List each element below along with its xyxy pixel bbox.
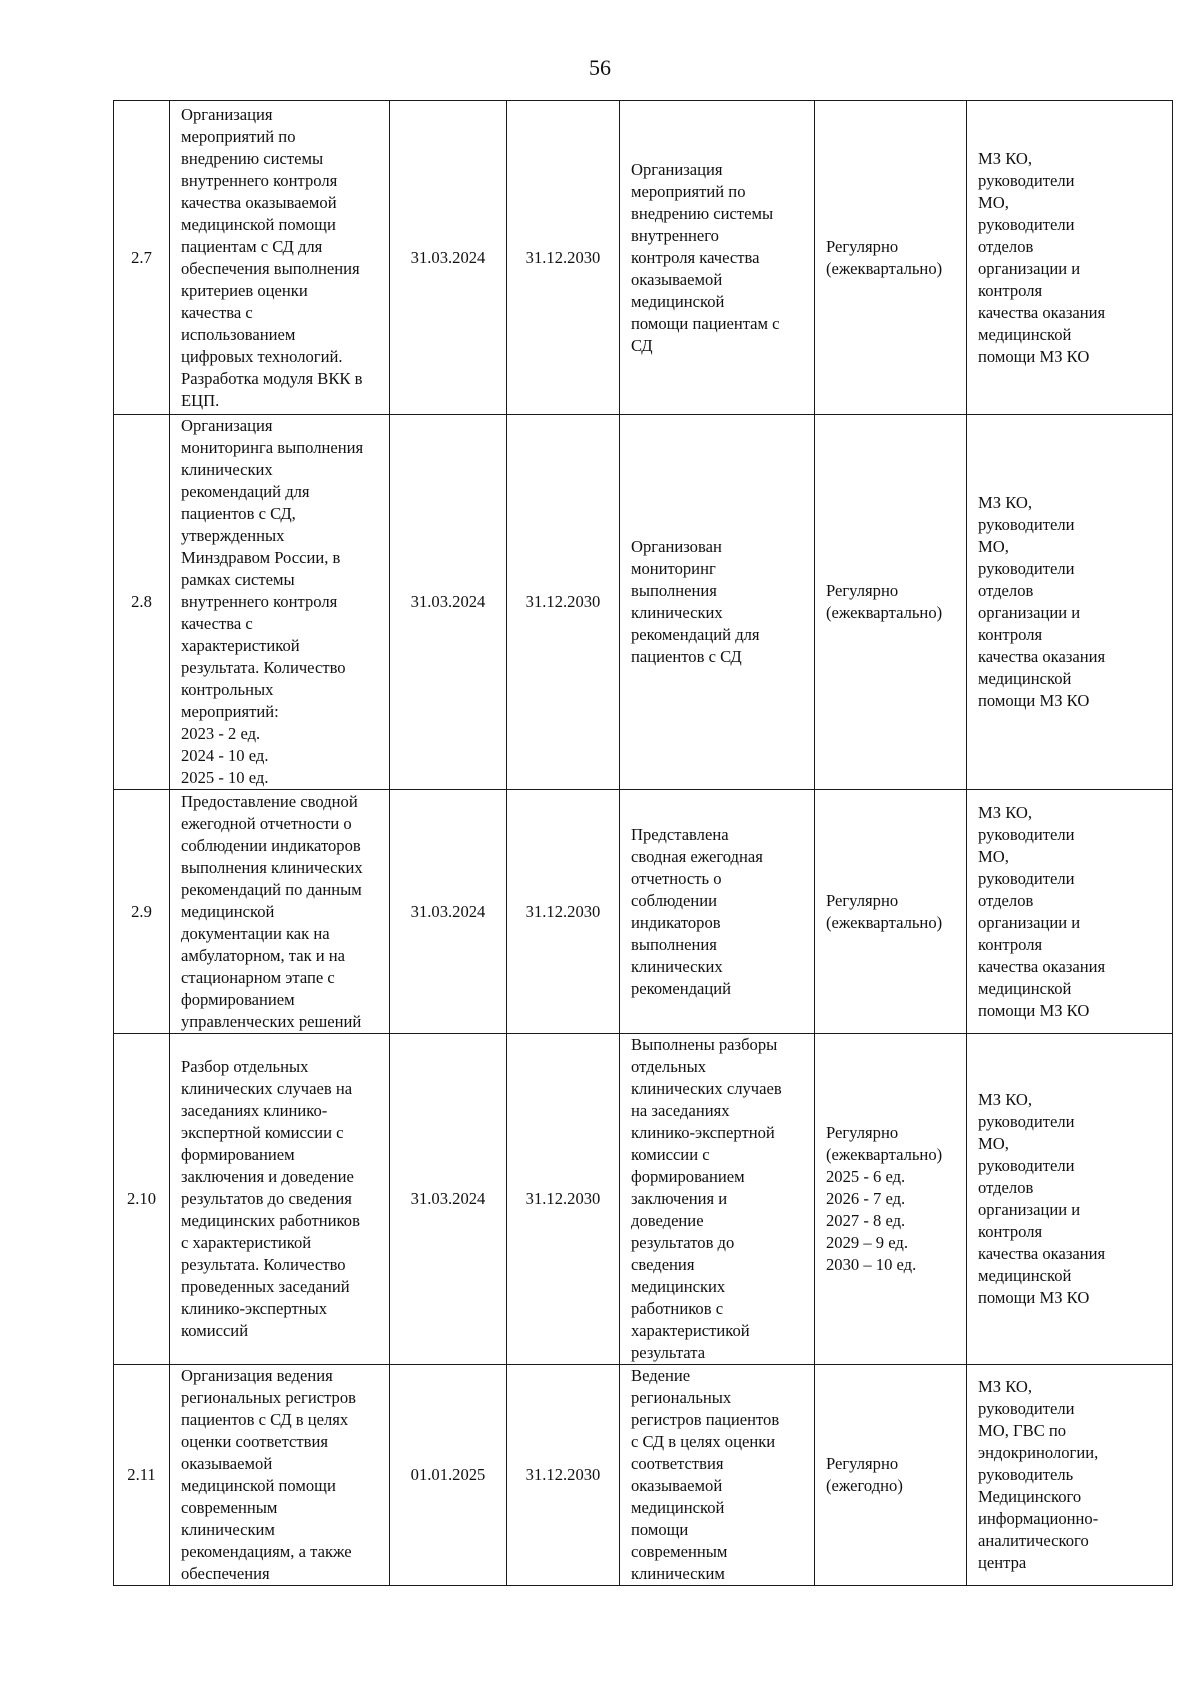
result-cell-line: мониторинг	[631, 559, 716, 578]
activity-cell-line: пациентов с СД,	[181, 504, 296, 523]
activity-cell-line: амбулаторном, так и на	[181, 945, 346, 965]
activity-cell-line: Организация	[181, 416, 273, 435]
activity-cell-line: 2024 - 10 ед.	[181, 746, 269, 765]
activity-cell-line: экспертной комиссии с	[181, 1123, 344, 1142]
result-cell-line: Ведение	[631, 1366, 691, 1385]
activity-cell-line: внутреннего контроля	[181, 170, 338, 190]
activity-cell-line: мероприятий:	[181, 702, 279, 721]
responsible-cell-line: эндокринологии,	[978, 1443, 1099, 1462]
activity-cell	[170, 790, 390, 1034]
frequency-cell-line: Регулярно	[826, 581, 899, 600]
result-cell-line: доведение	[631, 1211, 704, 1230]
item-number: 2.7	[114, 101, 170, 415]
result-cell-line: формированием	[631, 1167, 745, 1186]
responsible-cell	[967, 415, 1173, 790]
responsible-cell-line: руководители	[978, 1399, 1075, 1418]
responsible-cell-line: отделов	[978, 890, 1034, 910]
result-cell-line: рекомендаций	[631, 978, 732, 998]
activity-cell-line: заключения и доведение	[181, 1167, 354, 1186]
activity-cell	[170, 415, 390, 790]
responsible-cell-line: контроля	[978, 1222, 1043, 1241]
activity-cell-line: мониторинга выполнения	[181, 438, 364, 457]
activity-cell-line: комиссий	[181, 1321, 249, 1340]
activity-cell-line: Организация ведения	[181, 1366, 333, 1385]
result-cell-line: мероприятий по	[631, 181, 746, 201]
result-cell-line: сведения	[631, 1255, 695, 1274]
result-cell-line: оказываемой	[631, 1476, 723, 1495]
item-number: 2.10	[114, 1034, 170, 1365]
activity-cell-line: результата. Количество	[181, 658, 346, 677]
result-cell-line: работников с	[631, 1299, 724, 1318]
end-date: 31.12.2030	[507, 1034, 620, 1365]
activity-cell-line: медицинской помощи	[181, 1476, 336, 1495]
frequency-cell	[815, 790, 967, 1034]
end-date: 31.12.2030	[507, 415, 620, 790]
responsible-cell-line: отделов	[978, 236, 1034, 256]
result-cell-line: результата	[631, 1343, 706, 1362]
responsible-cell-line: руководители	[978, 515, 1075, 534]
table-row	[114, 101, 1173, 415]
activity-cell	[170, 101, 390, 415]
result-cell-line: внутреннего	[631, 225, 719, 245]
table-row	[114, 1365, 1173, 1586]
result-cell-line: с СД в целях оценки	[631, 1432, 776, 1451]
activity-cell-line: соблюдении индикаторов	[181, 835, 361, 855]
frequency-cell-line: Регулярно	[826, 890, 899, 910]
activity-cell-line: контрольных	[181, 680, 274, 699]
responsible-cell-line: руководители	[978, 868, 1075, 888]
result-cell-line: современным	[631, 1542, 728, 1561]
result-cell-line: медицинских	[631, 1277, 726, 1296]
start-date: 31.03.2024	[390, 415, 507, 790]
responsible-cell-line: МО,	[978, 192, 1009, 212]
result-cell-line: медицинской	[631, 1498, 725, 1517]
result-cell-line: отчетность о	[631, 868, 722, 888]
activity-cell-line: характеристикой	[181, 636, 300, 655]
responsible-cell-line: качества оказания	[978, 1244, 1106, 1263]
item-number: 2.9	[114, 790, 170, 1034]
result-cell-line: Организован	[631, 537, 722, 556]
result-cell-line: клинических случаев	[631, 1079, 782, 1098]
start-date: 31.03.2024	[390, 1034, 507, 1365]
responsible-cell-line: МО,	[978, 537, 1009, 556]
responsible-cell-line: контроля	[978, 934, 1043, 954]
activity-cell	[170, 1034, 390, 1365]
activity-cell-line: критериев оценки	[181, 280, 308, 300]
end-date: 31.12.2030	[507, 1365, 620, 1586]
result-cell-line: выполнения	[631, 934, 717, 954]
activity-cell-line: клиническим	[181, 1520, 275, 1539]
frequency-cell-line: Регулярно	[826, 1454, 899, 1473]
activity-cell-line: с характеристикой	[181, 1233, 312, 1252]
responsible-cell-line: контроля	[978, 625, 1043, 644]
activity-cell-line: пациентам с СД для	[181, 236, 323, 256]
activity-cell-line: рамках системы	[181, 570, 295, 589]
responsible-cell-line: организации и	[978, 912, 1081, 932]
result-cell-line: Выполнены разборы	[631, 1035, 778, 1054]
activity-cell-line: ежегодной отчетности о	[181, 813, 352, 833]
activity-cell-line: стационарном этапе с	[181, 967, 335, 987]
responsible-cell	[967, 1365, 1173, 1586]
result-cell-line: выполнения	[631, 581, 717, 600]
table-row	[114, 790, 1173, 1034]
frequency-cell-line: (ежеквартально)	[826, 258, 943, 278]
activity-cell-line: Организация	[181, 104, 273, 124]
responsible-cell-line: МЗ КО,	[978, 148, 1033, 168]
activity-cell-line: пациентов с СД в целях	[181, 1410, 349, 1429]
result-cell-line: сводная ежегодная	[631, 846, 763, 866]
result-cell-line: регистров пациентов	[631, 1410, 780, 1429]
responsible-cell-line: помощи МЗ КО	[978, 1288, 1090, 1307]
frequency-cell-line: 2026 - 7 ед.	[826, 1189, 906, 1208]
responsible-cell	[967, 790, 1173, 1034]
responsible-cell-line: МО,	[978, 1134, 1009, 1153]
responsible-cell-line: медицинской	[978, 978, 1072, 998]
responsible-cell-line: руководители	[978, 214, 1075, 234]
plan-table	[113, 100, 1173, 1586]
result-cell	[620, 101, 815, 415]
responsible-cell-line: отделов	[978, 1178, 1034, 1197]
responsible-cell-line: качества оказания	[978, 302, 1106, 322]
activity-cell-line: Разработка модуля ВКК в	[181, 368, 363, 388]
activity-cell-line: формированием	[181, 1145, 295, 1164]
responsible-cell-line: организации и	[978, 258, 1081, 278]
result-cell-line: медицинской	[631, 291, 725, 311]
result-cell-line: пациентов с СД	[631, 647, 742, 666]
responsible-cell-line: руководители	[978, 170, 1075, 190]
result-cell-line: соблюдении	[631, 890, 717, 910]
activity-cell-line: Предоставление сводной	[181, 791, 358, 811]
activity-cell-line: мероприятий по	[181, 126, 296, 146]
activity-cell-line: качества с	[181, 302, 253, 322]
result-cell-line: оказываемой	[631, 269, 723, 289]
table-row	[114, 1034, 1173, 1365]
activity-cell-line: современным	[181, 1498, 278, 1517]
frequency-cell	[815, 101, 967, 415]
responsible-cell-line: контроля	[978, 280, 1043, 300]
start-date: 01.01.2025	[390, 1365, 507, 1586]
result-cell-line: отдельных	[631, 1057, 707, 1076]
activity-cell-line: обеспечения	[181, 1564, 270, 1583]
result-cell	[620, 415, 815, 790]
responsible-cell-line: руководители	[978, 1112, 1075, 1131]
result-cell-line: индикаторов	[631, 912, 721, 932]
activity-cell-line: утвержденных	[181, 526, 285, 545]
activity-cell-line: клинических	[181, 460, 273, 479]
activity-cell-line: результатов до сведения	[181, 1189, 352, 1208]
result-cell-line: СД	[631, 335, 653, 355]
result-cell-line: Организация	[631, 159, 723, 179]
activity-cell-line: документации как на	[181, 923, 330, 943]
responsible-cell-line: отделов	[978, 581, 1034, 600]
result-cell-line: заключения и	[631, 1189, 728, 1208]
result-cell-line: клинических	[631, 603, 723, 622]
frequency-cell	[815, 1365, 967, 1586]
responsible-cell-line: Медицинского	[978, 1487, 1082, 1506]
frequency-cell-line: 2029 – 9 ед.	[826, 1233, 908, 1252]
responsible-cell-line: организации и	[978, 1200, 1081, 1219]
responsible-cell-line: руководитель	[978, 1465, 1074, 1484]
activity-cell-line: рекомендаций для	[181, 482, 310, 501]
frequency-cell-line: 2027 - 8 ед.	[826, 1211, 906, 1230]
responsible-cell-line: качества оказания	[978, 956, 1106, 976]
activity-cell-line: Разбор отдельных	[181, 1057, 309, 1076]
activity-cell-line: клинико-экспертных	[181, 1299, 328, 1318]
responsible-cell-line: информационно-	[978, 1509, 1099, 1528]
page-number: 56	[589, 55, 611, 80]
frequency-cell-line: (ежеквартально)	[826, 1145, 943, 1164]
frequency-cell-line: (ежеквартально)	[826, 603, 943, 622]
item-number: 2.8	[114, 415, 170, 790]
result-cell-line: Представлена	[631, 824, 729, 844]
activity-cell-line: рекомендациям, а также	[181, 1542, 352, 1561]
result-cell	[620, 1034, 815, 1365]
activity-cell-line: управленческих решений	[181, 1011, 362, 1031]
responsible-cell-line: медицинской	[978, 669, 1072, 688]
frequency-cell	[815, 415, 967, 790]
activity-cell-line: результата. Количество	[181, 1255, 346, 1274]
frequency-cell-line: (ежегодно)	[826, 1476, 903, 1495]
activity-cell-line: качества с	[181, 614, 253, 633]
frequency-cell-line: Регулярно	[826, 236, 899, 256]
responsible-cell-line: МЗ КО,	[978, 1090, 1033, 1109]
activity-cell-line: рекомендаций по данным	[181, 879, 362, 899]
result-cell-line: рекомендаций для	[631, 625, 760, 644]
activity-cell-line: обеспечения выполнения	[181, 258, 360, 278]
frequency-cell-line: 2025 - 6 ед.	[826, 1167, 906, 1186]
result-cell-line: результатов до	[631, 1233, 735, 1252]
result-cell-line: на заседаниях	[631, 1101, 730, 1120]
activity-cell-line: клинических случаев на	[181, 1079, 353, 1098]
activity-cell-line: использованием	[181, 324, 296, 344]
start-date: 31.03.2024	[390, 101, 507, 415]
activity-cell-line: оказываемой	[181, 1454, 273, 1473]
responsible-cell-line: МЗ КО,	[978, 1377, 1033, 1396]
result-cell-line: помощи пациентам с	[631, 313, 780, 333]
result-cell-line: соответствия	[631, 1454, 724, 1473]
result-cell	[620, 790, 815, 1034]
responsible-cell	[967, 1034, 1173, 1365]
activity-cell-line: качества оказываемой	[181, 192, 337, 212]
responsible-cell-line: руководители	[978, 559, 1075, 578]
activity-cell-line: региональных регистров	[181, 1388, 356, 1407]
activity-cell-line: цифровых технологий.	[181, 346, 343, 366]
responsible-cell-line: качества оказания	[978, 647, 1106, 666]
activity-cell-line: 2025 - 10 ед.	[181, 768, 269, 787]
frequency-cell-line: 2030 – 10 ед.	[826, 1255, 917, 1274]
responsible-cell-line: центра	[978, 1553, 1027, 1572]
activity-cell-line: внутреннего контроля	[181, 592, 338, 611]
start-date: 31.03.2024	[390, 790, 507, 1034]
result-cell-line: комиссии с	[631, 1145, 710, 1164]
activity-cell-line: ЕЦП.	[181, 390, 220, 410]
responsible-cell-line: помощи МЗ КО	[978, 691, 1090, 710]
responsible-cell-line: МЗ КО,	[978, 802, 1033, 822]
responsible-cell-line: помощи МЗ КО	[978, 1000, 1090, 1020]
responsible-cell-line: МО, ГВС по	[978, 1421, 1067, 1440]
result-cell-line: клиническим	[631, 1564, 725, 1583]
responsible-cell-line: помощи МЗ КО	[978, 346, 1090, 366]
activity-cell-line: выполнения клинических	[181, 857, 363, 877]
responsible-cell-line: организации и	[978, 603, 1081, 622]
result-cell-line: характеристикой	[631, 1321, 750, 1340]
activity-cell-line: формированием	[181, 989, 295, 1009]
table-row	[114, 415, 1173, 790]
result-cell-line: региональных	[631, 1388, 732, 1407]
activity-cell-line: заседаниях клинико-	[181, 1101, 328, 1120]
activity-cell	[170, 1365, 390, 1586]
frequency-cell	[815, 1034, 967, 1365]
end-date: 31.12.2030	[507, 101, 620, 415]
activity-cell-line: проведенных заседаний	[181, 1277, 350, 1296]
responsible-cell-line: медицинской	[978, 324, 1072, 344]
frequency-cell-line: Регулярно	[826, 1123, 899, 1142]
responsible-cell	[967, 101, 1173, 415]
activity-cell-line: 2023 - 2 ед.	[181, 724, 261, 743]
result-cell-line: внедрению системы	[631, 203, 774, 223]
result-cell-line: клинических	[631, 956, 723, 976]
activity-cell-line: медицинской помощи	[181, 214, 336, 234]
result-cell-line: помощи	[631, 1520, 689, 1539]
frequency-cell-line: (ежеквартально)	[826, 912, 943, 932]
responsible-cell-line: медицинской	[978, 1266, 1072, 1285]
end-date: 31.12.2030	[507, 790, 620, 1034]
activity-cell-line: оценки соответствия	[181, 1432, 329, 1451]
responsible-cell-line: руководители	[978, 1156, 1075, 1175]
item-number: 2.11	[114, 1365, 170, 1586]
activity-cell-line: медицинских работников	[181, 1211, 360, 1230]
responsible-cell-line: руководители	[978, 824, 1075, 844]
activity-cell-line: Минздравом России, в	[181, 548, 341, 567]
responsible-cell-line: МЗ КО,	[978, 493, 1033, 512]
activity-cell-line: внедрению системы	[181, 148, 324, 168]
responsible-cell-line: МО,	[978, 846, 1009, 866]
result-cell	[620, 1365, 815, 1586]
responsible-cell-line: аналитического	[978, 1531, 1089, 1550]
result-cell-line: клинико-экспертной	[631, 1123, 775, 1142]
result-cell-line: контроля качества	[631, 247, 760, 267]
activity-cell-line: медицинской	[181, 901, 275, 921]
